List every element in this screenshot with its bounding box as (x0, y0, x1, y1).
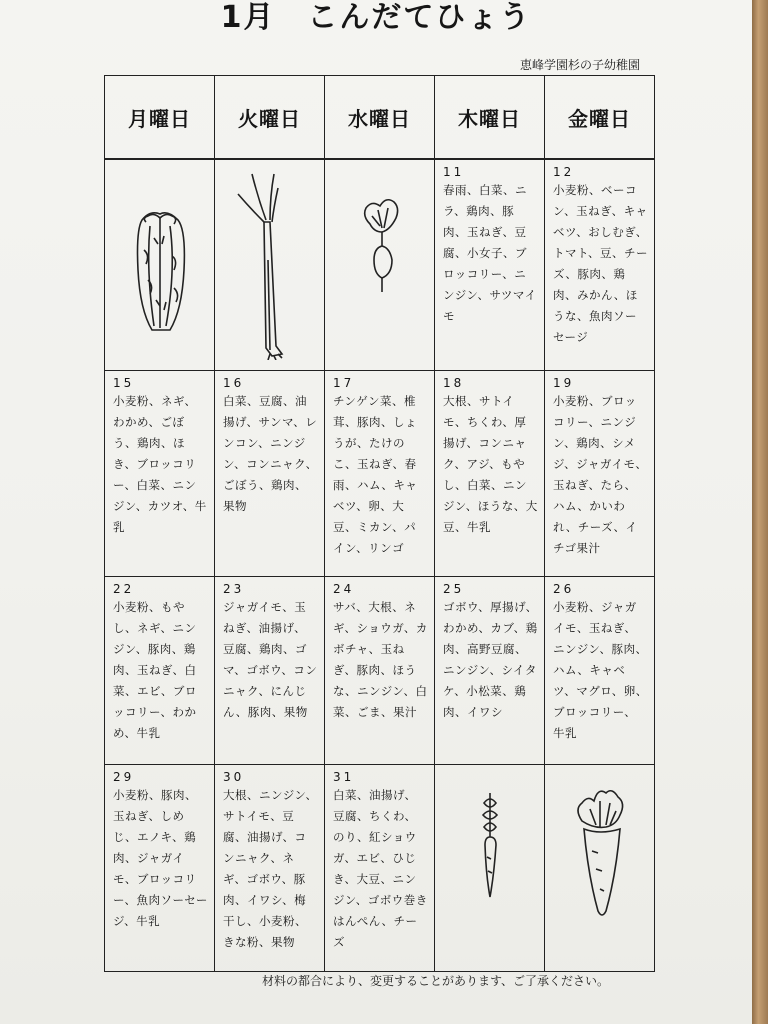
date-label: 29 (113, 770, 135, 784)
menu-table (104, 75, 655, 972)
week-row (105, 577, 655, 765)
ingredient-list: 白菜、豆腐、油揚げ、サンマ、レンコン、ニンジン、コンニャク、ごぼう、鶏肉、果物 (223, 394, 318, 513)
chinese-cabbage-icon (120, 160, 200, 360)
ingredient-list: 白菜、油揚げ、豆腐、ちくわ、のり、紅ショウガ、エビ、ひじき、大豆、ニンジン、ゴボウ巻きはんぺん、チーズ (333, 788, 428, 949)
school-name: 恵峰学園杉の子幼稚園 (520, 58, 641, 72)
day-cell-12 (545, 159, 655, 371)
ingredient-list: ジャガイモ、玉ねぎ、油揚げ、豆腐、鶏肉、ゴマ、ゴボウ、コンニャク、にんじん、豚肉、果物 (223, 600, 318, 719)
week-row (105, 159, 655, 371)
day-cell-24 (325, 577, 435, 765)
ingredient-list: 小麦粉、豚肉、玉ねぎ、しめじ、エノキ、鶏肉、ジャガイモ、ブロッコリー、魚肉ソーセージ、牛乳 (113, 788, 208, 928)
illustration-cell (435, 765, 545, 972)
date-label: 12 (553, 165, 575, 179)
date-label: 15 (113, 376, 135, 390)
ingredient-list: チンゲン菜、椎茸、豚肉、しょうが、たけのこ、玉ねぎ、春雨、ハム、キャベツ、卵、大豆、ミカン、パイン、リンゴ (333, 394, 418, 555)
date-label: 23 (223, 582, 245, 596)
illustration-cell (545, 765, 655, 972)
week-row (105, 371, 655, 577)
ingredient-list: 小麦粉、ネギ、わかめ、ごぼう、鶏肉、ほき、ブロッコリー、白菜、ニンジン、カツオ、牛乳 (113, 394, 207, 534)
ingredient-list: 春雨、白菜、ニラ、鶏肉、豚肉、玉ねぎ、豆腐、小女子、ブロッコリー、ニンジン、サツマイモ (443, 183, 537, 323)
day-cell-18 (435, 371, 545, 577)
header-thursday: 木曜日 (435, 76, 545, 160)
date-label: 11 (443, 165, 465, 179)
date-label: 18 (443, 376, 465, 390)
small-carrot-icon (450, 765, 530, 965)
wood-surface (752, 0, 768, 1024)
day-cell-30 (215, 765, 325, 972)
illustration-cell (105, 159, 215, 371)
day-cell-25 (435, 577, 545, 765)
illustration-cell (325, 159, 435, 371)
week-row (105, 765, 655, 972)
date-label: 24 (333, 582, 355, 596)
footer-note: 材料の都合により、変更することがあります、ご了承ください。 (262, 974, 610, 988)
header-wednesday: 水曜日 (325, 76, 435, 160)
day-cell-19 (545, 371, 655, 577)
day-cell-22 (105, 577, 215, 765)
ingredient-list: 大根、サトイモ、ちくわ、厚揚げ、コンニャク、アジ、もやし、白菜、ニンジン、ほうな、大豆、牛乳 (443, 394, 538, 534)
date-label: 31 (333, 770, 355, 784)
date-label: 19 (553, 376, 575, 390)
day-cell-23 (215, 577, 325, 765)
ingredient-list: サバ、大根、ネギ、ショウガ、カボチャ、玉ねぎ、豚肉、ほうな、ニンジン、白菜、ごま、果汁 (333, 600, 428, 719)
day-cell-29 (105, 765, 215, 972)
day-cell-17 (325, 371, 435, 577)
carrot-with-leaves-icon (560, 765, 640, 965)
date-label: 22 (113, 582, 135, 596)
leek-icon (230, 160, 310, 360)
page-title: 1月 こんだてひょう (220, 0, 532, 35)
day-cell-26 (545, 577, 655, 765)
date-label: 30 (223, 770, 245, 784)
day-cell-31 (325, 765, 435, 972)
day-cell-11 (435, 159, 545, 371)
weekday-header-row (105, 76, 655, 160)
header-tuesday: 火曜日 (215, 76, 325, 160)
day-cell-16 (215, 371, 325, 577)
illustration-cell (215, 159, 325, 371)
ingredient-list: ゴボウ、厚揚げ、わかめ、カブ、鶏肉、高野豆腐、ニンジン、シイタケ、小松菜、鶏肉、イワシ (443, 600, 538, 719)
ingredient-list: 小麦粉、ベーコン、玉ねぎ、キャベツ、おしむぎ、トマト、豆、チーズ、豚肉、鶏肉、みかん、ほうな、魚肉ソーセージ (553, 183, 648, 344)
ingredient-list: 小麦粉、もやし、ネギ、ニンジン、豚肉、鶏肉、玉ねぎ、白菜、エビ、ブロッコリー、わかめ、牛乳 (113, 600, 197, 740)
day-cell-15 (105, 371, 215, 577)
date-label: 17 (333, 376, 355, 390)
turnip-icon (340, 160, 420, 360)
ingredient-list: 大根、ニンジン、サトイモ、豆腐、油揚げ、コンニャク、ネギ、ゴボウ、豚肉、イワシ、梅干し、小麦粉、きな粉、果物 (223, 788, 318, 949)
date-label: 16 (223, 376, 245, 390)
date-label: 26 (553, 582, 575, 596)
header-monday: 月曜日 (105, 76, 215, 160)
date-label: 25 (443, 582, 465, 596)
ingredient-list: 小麦粉、ジャガイモ、玉ねぎ、ニンジン、豚肉、ハム、キャベツ、マグロ、卵、ブロッコリー、牛乳 (553, 600, 648, 740)
header-friday: 金曜日 (545, 76, 655, 160)
ingredient-list: 小麦粉、ブロッコリー、ニンジン、鶏肉、シメジ、ジャガイモ、玉ねぎ、たら、ハム、かいわれ、チーズ、イチゴ果汁 (553, 394, 648, 555)
